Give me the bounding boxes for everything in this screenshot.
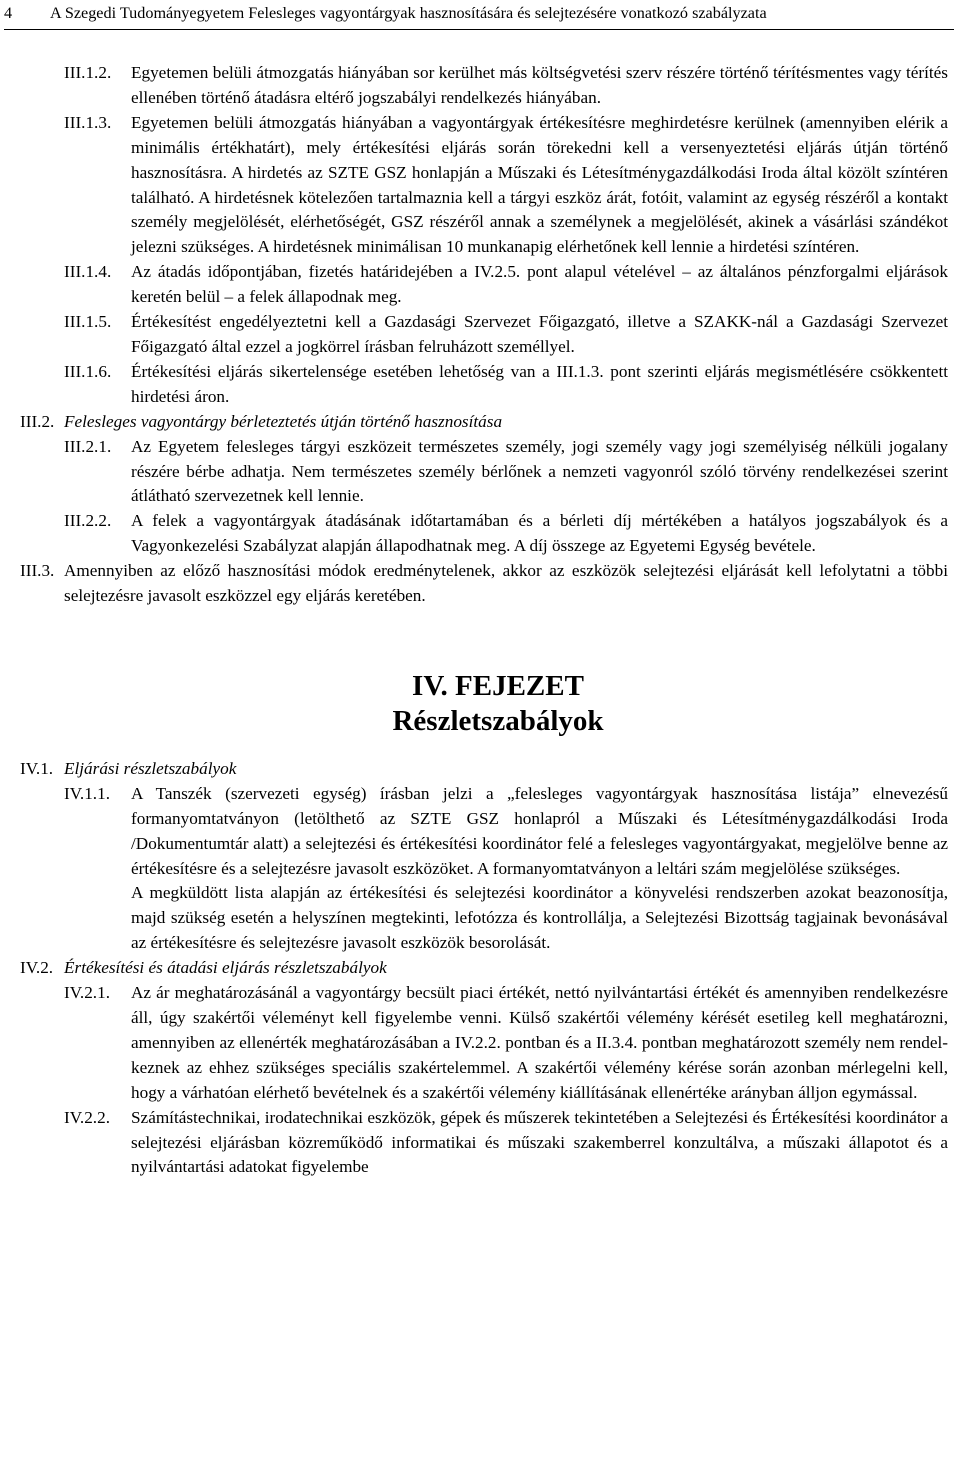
section-text: Értékesítési eljárás sikertelensége esetében lehetőség van a III.1.3. pont szerinti eljárás megismétlésére csökkentett hirdetési áron.: [131, 361, 948, 406]
section-text: Az ár meghatározásánál a vagyontárgy becsült piaci értékét, nettó nyilvántartási értékét és amennyiben rendelkezésre áll, úgy szakértői véleményt kell figyelembe venni. Külső szakértői vélemény kérését esetileg kell meghatározni, amennyiben az ellenérték meghatározásában a IV.2.2. pontban és a II.3.4. pontban meghatározott személy nem rendelkeznek az ehhez szükséges speciális szakértelemmel. A szakértői vélemény kérése során azonban mérlegelni kell, hogy a várhatóan elérhető bevételnek és a szakértői vélemény kiállításának ellenértéke arányban álljon egymással.: [131, 983, 948, 1102]
section-text-block: [131, 782, 948, 956]
section-label: IV.2.: [20, 958, 54, 978]
section-IV-1-1: [0, 782, 960, 956]
page-header: [4, 0, 954, 30]
section-heading: Felesleges vagyontárgy bérleteztetés útján történő hasznosítása: [64, 411, 503, 431]
section-label: IV.2.2.: [64, 1107, 110, 1127]
section-label: III.1.2.: [64, 63, 112, 82]
section-label: IV.1.1.: [64, 783, 110, 803]
section-text: Egyetemen belüli átmozgatás hiányában a vagyontárgyak értékesítésre meghirdetésre kerülnek (amennyiben elérik a minimális értékhatárt), mely értékesítési eljárás során törekedni kell a versenyeztetési eljárás útján történő hasznosításra. A hirdetés az SZTE GSZ honlapján a Műszaki és Létesítménygazdálkodási Iroda által közölt színtéren található. A hirdetésnek kötelezően tartalmaznia kell a tárgyi eszköz árát, fotóit, valamint az egység részéről a kontakt személy megjelölését, elérhetőségét, GSZ részéről annak a személynek a megjelölését, akinek a vásárlási szándékot jelezni szükséges. A hirdetésnek minimálisan 10 munkanapig elérhetőnek kell lennie a hirdetési színtéren.: [131, 112, 948, 257]
section-III-1-6: [0, 360, 960, 410]
section-heading: Eljárási részletszabályok: [64, 758, 237, 778]
section-label: III.2.1.: [64, 436, 112, 456]
section-label: III.3.: [20, 561, 55, 581]
section-III-2-1: [0, 435, 960, 510]
section-heading: Értékesítési és átadási eljárás részletszabályok: [64, 958, 387, 978]
section-label: III.1.6.: [64, 361, 112, 381]
section-text: Értékesítést engedélyeztetni kell a Gazdasági Szervezet Főigazgató, illetve a SZAKK-nál a Gazdasági Szervezet Főigazgató által ezzel a jogkörrel írásban felruházott személlyel.: [131, 312, 948, 356]
section-label: IV.2.1.: [64, 983, 110, 1003]
section-text: Az átadás időpontjában, fizetés határidejében a IV.2.5. pont alapul vételével – az általános pénzforgalmi eljárások keretén belül – a felek állapodnak meg.: [131, 262, 948, 307]
section-IV-2-2: [0, 1106, 960, 1181]
section-IV-2: [0, 956, 960, 981]
section-text-continued: A megküldött lista alapján az értékesítési és selejtezési koordinátor a könyvelési rendszerben azokat beazonosítja, majd szükség esetén a helyszínen megtekinti, lefotózza és kontrollálja, a Selejtezési Bizottság tagjainak bevonásával az értékesítésre és selejtezésre javasolt eszközök besorolását.: [131, 883, 948, 953]
section-III-1-3: [0, 111, 960, 260]
section-IV-1: [0, 757, 960, 782]
section-III-2-2: [0, 509, 960, 559]
section-label: IV.1.: [20, 758, 54, 778]
section-text: Egyetemen belüli átmozgatás hiányában sor kerülhet más költségvetési szerv részére történő térítésmentes vagy térítés ellenében történő átadásra eltérő jogszabályi rendelkezés hiányában.: [131, 63, 948, 107]
chapter-title: Részletszabályok: [392, 704, 604, 737]
header-title: A Szegedi Tudományegyetem Felesleges vagyontárgyak hasznosítására és selejtezésére vonatkozó szabályzata: [50, 4, 767, 22]
section-III-1-2: [0, 61, 960, 111]
section-III-3: [0, 559, 960, 609]
section-IV-2-1: [0, 981, 960, 1106]
section-label: III.1.3.: [64, 112, 112, 132]
section-text: Amennyiben az előző hasznosítási módok eredménytelenek, akkor az eszközök selejtezési eljárását kell lefolytatni a többi selejtezésre javasolt eszközzel egy eljárás keretében.: [64, 561, 948, 606]
section-label: III.2.: [20, 411, 55, 431]
section-label: III.2.2.: [64, 511, 112, 531]
section-text: Az Egyetem felesleges tárgyi eszközeit természetes személy, jogi személy vagy jogi személyiség nélküli jogalany részére bérbe adhatja. Nem természetes személy bérlőnek a nemzeti vagyonról szóló törvény rendelkezései szerint átlátható szervezetnek kell lennie.: [131, 436, 948, 506]
section-label: III.1.5.: [64, 312, 112, 332]
page-number: 4: [4, 4, 13, 22]
section-text: A felek a vagyontárgyak átadásának időtartamában és a bérleti díj mértékében a hatályos jogszabályok és a Vagyonkezelési Szabályzat alapján állapodhatnak meg. A díj összege az Egyetemi Egység bevétele.: [131, 511, 948, 556]
section-III-1-5: [0, 310, 960, 360]
section-label: III.1.4.: [64, 262, 112, 282]
section-text: A Tanszék (szervezeti egység) írásban jelzi a „felesleges vagyontárgyak hasznosítása listája” elnevezésű formanyomtatványon (letölthető az SZTE GSZ honlapról a Műszaki és Létesítménygazdálkodási Iroda /Dokumentumtár alatt) a selejtezési és értékesítési koordinátor felé a felesleges vagyontárgyakat, megjelölve benne az értékesítésre és a selejtezésre javasolt eszközöket. A formanyomtatványon a leltári szám megjelölése szükséges.: [131, 783, 948, 878]
section-III-1-4: [0, 260, 960, 310]
document-body: [0, 61, 960, 1180]
section-III-2: [0, 410, 960, 435]
section-text: Számítástechnikai, irodatechnikai eszközök, gépek és műszerek tekintetében a Selejtezési és Értékesítési koordinátor a selejtezési eljárásban közreműködő informatikai és műszaki szakemberrel konzultálva, a műszaki állapotot és a nyilvántartási adatokat figyelembe: [131, 1107, 948, 1177]
chapter-number: IV. FEJEZET: [412, 669, 584, 702]
